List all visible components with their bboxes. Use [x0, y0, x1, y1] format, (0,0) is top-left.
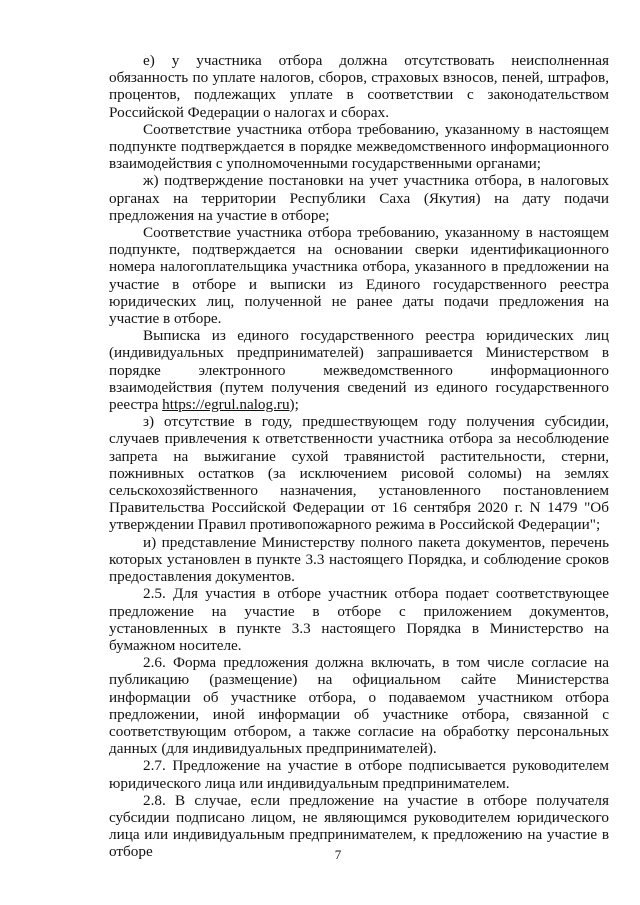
paragraph-2-7: 2.7. Предложение на участие в отборе подписывается руководителем юридического лица или индивидуальным предпринимателем.	[109, 757, 609, 792]
paragraph-e-confirmation: Соответствие участника отбора требованию, указанному в настоящем подпункте подтверждается в порядке межведомственного информационного взаимодействия с уполномоченными государственными органами;	[109, 120, 609, 173]
document-body	[109, 52, 609, 861]
paragraph-2-8: 2.8. В случае, если предложение на участие в отборе получателя субсидии подписано лицом, не являющимся руководителем юридического лица или индивидуальным предпринимателем, к предложению на участие в отборе	[109, 791, 609, 861]
egrul-text-after: );	[289, 396, 299, 414]
paragraph-2-5: 2.5. Для участия в отборе участник отбора подает соответствующее предложение на участие в отборе с приложением документов, установленных в пункте 3.3 настоящего Порядка в Министерство на бумажном носителе.	[109, 585, 609, 654]
paragraph-z: з) отсутствие в году, предшествующем году получения субсидии, случаев привлечения к ответственности участника отбора за несоблюдение запрета на выжигание сухой травянистой растительности, стерни, пожнивных остатков (за исключением рисовой соломы) на землях сельскохозяйственного назначения, установленного постановлением Правительства Российской Федерации от 16 сентября 2020 г. N 1479 "Об утверждении Правил противопожарного режима в Российской Федерации";	[109, 413, 609, 534]
paragraph-zh-confirmation: Соответствие участника отбора требованию, указанному в настоящем подпункте, подтверждается на основании сверки идентификационного номера налогоплательщика участника отбора, указанного в предложении на участие в отборе и выписки из Единого государственного реестра юридических лиц, полученной не ранее даты подачи предложения на участие в отборе.	[109, 224, 609, 328]
paragraph-zh: ж) подтверждение постановки на учет участника отбора, в налоговых органах на территории Республики Саха (Якутия) на дату подачи предложения на участие в отборе;	[109, 172, 609, 224]
page-number: 7	[334, 847, 342, 862]
egrul-text-before: Выписка из единого государственного реестра юридических лиц (индивидуальных предпринимателей) запрашивается Министерством в порядке электронного межведомственного информационного взаимодействия (путем получения сведений из единого государственного реестра	[109, 327, 609, 414]
paragraph-2-6: 2.6. Форма предложения должна включать, в том числе согласие на публикацию (размещение) на официальном сайте Министерства информации об участнике отбора, о подаваемом участником отбора предложении, иной информации об участнике отбора, связанной с соответствующим отбором, а также согласие на обработку персональных данных (для индивидуальных предпринимателей).	[109, 654, 609, 758]
paragraph-i: и) представление Министерству полного пакета документов, перечень которых установлен в пункте 3.3 настоящего Порядка, и соблюдение сроков предоставления документов.	[109, 533, 609, 586]
paragraph-egrul-extract	[109, 327, 609, 413]
paragraph-e: е) у участника отбора должна отсутствовать неисполненная обязанность по уплате налогов, сборов, страховых взносов, пеней, штрафов, процентов, подлежащих уплате в соответствии с законодательством Российской Федерации о налогах и сборах.	[109, 52, 609, 121]
egrul-link[interactable]: https://egrul.nalog.ru	[162, 396, 290, 414]
